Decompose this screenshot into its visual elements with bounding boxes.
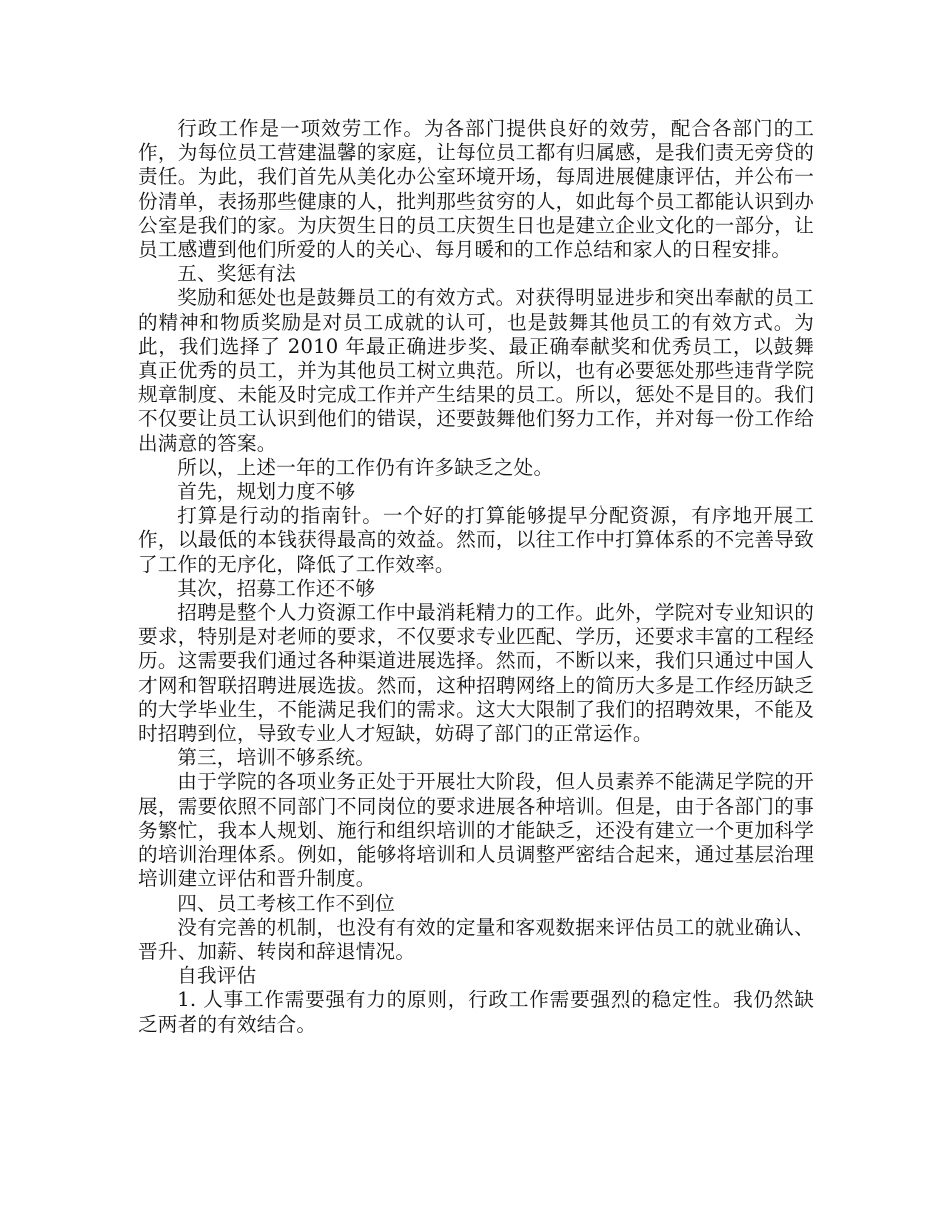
- paragraph-rewards-penalties: 奖励和惩处也是鼓舞员工的有效方式。对获得明显进步和突出奉献的员工的精神和物质奖励是对员工成就的认可，也是鼓舞其他员工的有效方式。为此，我们选择了 2010 年最正确进步奖、最正确奉献奖和优秀员工，以鼓舞真正优秀的员工，并为其他员工树立典范。所以，也有必要惩处那些违背学院规章制度、未能及时完成工作并产生结果的员工。所以，惩处不是目的。我们不仅要让员工认识到他们的错误，还要鼓舞他们努力工作，并对每一份工作给出满意的答案。: [138, 286, 814, 455]
- paragraph-recruitment: 招聘是整个人力资源工作中最消耗精力的工作。此外，学院对专业知识的要求，特别是对老师的要求，不仅要求专业匹配、学历，还要求丰富的工程经历。这需要我们通过各种渠道进展选择。然而，不断以来，我们只通过中国人才网和智联招聘进展选拔。然而，这种招聘网络上的简历大多是工作经历缺乏的大学毕业生，不能满足我们的需求。这大大限制了我们的招聘效果，不能及时招聘到位，导致专业人才短缺，妨碍了部门的正常运作。: [138, 601, 814, 746]
- heading-rewards-penalties: 五、奖惩有法: [177, 262, 296, 286]
- document-page: [138, 117, 814, 1037]
- heading-training: 第三，培训不够系统。: [177, 746, 376, 770]
- paragraph-self-evaluation-1: 1. 人事工作需要强有力的原则，行政工作需要强烈的稳定性。我仍然缺乏两者的有效结合。: [138, 988, 814, 1036]
- paragraph-training: 由于学院的各项业务正处于开展壮大阶段，但人员素养不能满足学院的开展，需要依照不同部门不同岗位的要求进展各种培训。但是，由于各部门的事务繁忙，我本人规划、施行和组织培训的才能缺乏，还没有建立一个更加科学的培训治理体系。例如，能够将培训和人员调整严密结合起来，通过基层治理培训建立评估和晋升制度。: [138, 770, 814, 891]
- paragraph-admin-service: 行政工作是一项效劳工作。为各部门提供良好的效劳，配合各部门的工作，为每位员工营建温馨的家庭，让每位员工都有归属感，是我们责无旁贷的责任。为此，我们首先从美化办公室环境开场，每周进展健康评估，并公布一份清单，表扬那些健康的人，批判那些贫穷的人，如此每个员工都能认识到办公室是我们的家。为庆贺生日的员工庆贺生日也是建立企业文化的一部分，让员工感遭到他们所爱的人的关心、每月暖和的工作总结和家人的日程安排。: [138, 117, 814, 262]
- heading-assessment: 四、员工考核工作不到位: [177, 891, 395, 915]
- paragraph-shortcomings-intro: 所以，上述一年的工作仍有许多缺乏之处。: [177, 455, 554, 479]
- heading-planning: 首先，规划力度不够: [177, 480, 356, 504]
- paragraph-planning: 打算是行动的指南针。一个好的打算能够提早分配资源，有序地开展工作，以最低的本钱获得最高的效益。然而，以往工作中打算体系的不完善导致了工作的无序化，降低了工作效率。: [138, 504, 814, 576]
- paragraph-assessment: 没有完善的机制，也没有有效的定量和客观数据来评估员工的就业确认、晋升、加薪、转岗和辞退情况。: [138, 915, 814, 963]
- heading-recruitment: 其次，招募工作还不够: [177, 576, 376, 600]
- heading-self-evaluation: 自我评估: [177, 964, 257, 988]
